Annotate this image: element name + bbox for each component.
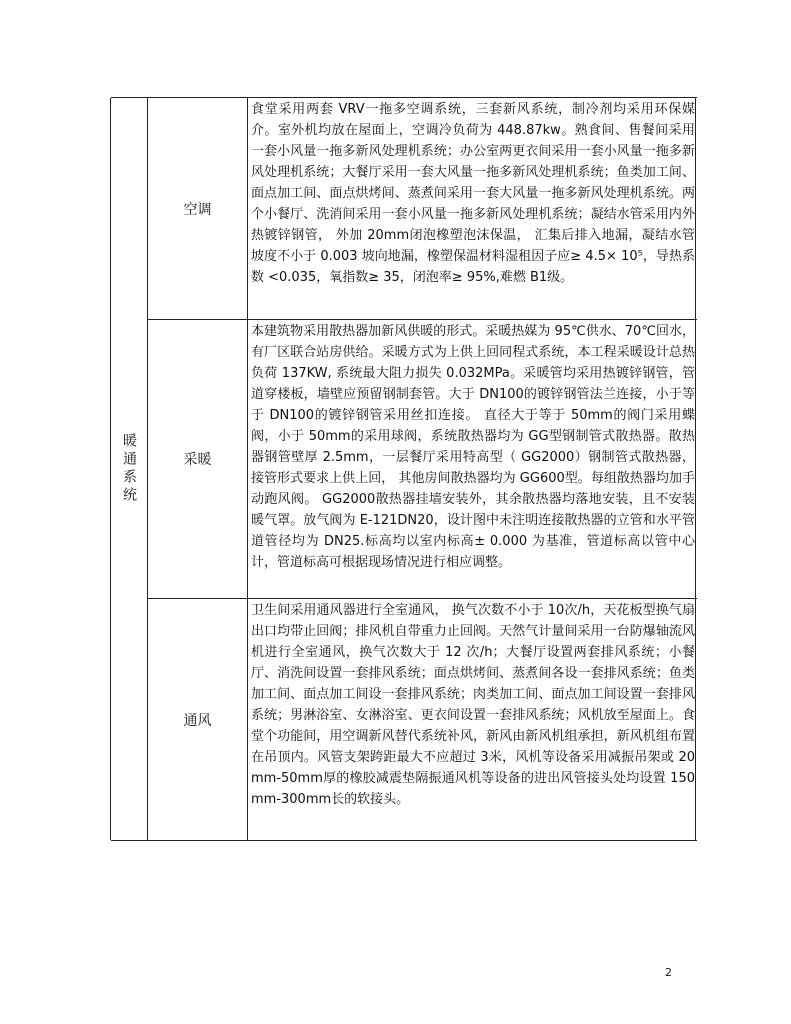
row-label-cell-heating (148, 320, 247, 598)
table-border-right (695, 98, 696, 840)
table-divider-subcategory (247, 98, 248, 840)
row-label-aircon: 空调 (183, 201, 212, 218)
row-text-heating: 本建筑物采用散热器加新风供暖的形式。采暖热媒为 95℃供水、70℃回水，有厂区联合站房供给。采暖方式为上供上回同程式系统，本工程采暖设计总热负荷 137KW, 系统最大阻力损失 0.032MPa。采暖管均采用热镀锌钢管，管道穿楼板，墙壁应预留钢制套管。大于 DN100的镀锌钢管法兰连接，小于等于 DN100的镀锌钢管采用丝扣连接。 直径大于等于 50mm的阀门采用蝶阀，小于 50mm的采用球阀，系统散热器均为 GG型钢制管式散热器。散热器钢管壁厚 2.5mm，一层餐厅采用特高型（ GG2000）钢制管式散热器，接管形式要求上供上回， 其他房间散热器均为 GG600型。每组散热器均加手动跑风阀。 GG2000散热器挂墙安装外，其余散热器均落地安装，且不安装暖气罩。放气阀为 E-121DN20，设计图中未注明连接散热器的立管和水平管道管径均为 DN25.标高均以室内标高± 0.000 为基准，管道标高以管中心计，管道标高可根据现场情况进行相应调整。 (251, 324, 695, 570)
category-cell (111, 98, 147, 840)
row-content-ventilation (251, 600, 695, 840)
category-label: 暖通系统 (121, 433, 137, 505)
row-label-cell-aircon (148, 98, 247, 319)
row-label-ventilation: 通风 (183, 712, 212, 729)
row-label-heating: 采暖 (183, 452, 212, 468)
row-content-aircon (251, 99, 695, 319)
page-number: 2 (665, 966, 672, 979)
row-content-heating (251, 321, 695, 598)
row-text-aircon: 食堂采用两套 VRV一拖多空调系统，三套新风系统，制冷剂均采用环保媒介。室外机均放在屋面上，空调冷负荷为 448.87kw。熟食间、售餐间采用一套小风量一拖多新风处理机系统；办公室两更衣间采用一套小风量一拖多新风处理机系统；大餐厅采用一套大风量一拖多新风处理机系统；鱼类加工间、面点加工间、面点烘烤间、蒸煮间采用一套大风量一拖多新风处理机系统。两个小餐厅、洗消间采用一套小风量一拖多新风处理机系统；凝结水管采用内外热镀锌钢管， 外加 20mm闭泡橡塑泡沫保温， 汇集后排入地漏，凝结水管坡度不小于 0.003 坡向地漏，橡塑保温材料湿租因子应≥ 4.5× 10⁵，导热系数 <0.035，氧指数≥ 35，闭泡率≥ 95%,难燃 B1级。 (251, 102, 695, 285)
row-text-ventilation: 卫生间采用通风器进行全室通风， 换气次数不小于 10次/h，天花板型换气扇出口均带止回阀；排风机自带重力止回阀。天然气计量间采用一台防爆轴流风机进行全室通风，换气次数大于 12 次/h；大餐厅设置两套排风系统；小餐厅、消洗间设置一套排风系统；面点烘烤间、蒸煮间各设一套排风系统；鱼类加工间、面点加工间设一套排风系统；肉类加工间、面点加工间设置一套排风系统；男淋浴室、女淋浴室、更衣间设置一套排风系统；风机放至屋面上。食堂个功能间，用空调新风替代系统补风，新风由新风机组承担，新风机组布置在吊顶内。风管支架跨距最大不应超过 3米，风机等设备采用减振吊架或 20mm-50mm厚的橡胶减震垫隔振通风机等设备的进出风管接头处均设置 150mm-300mm长的软接头。 (251, 603, 695, 807)
row-label-cell-ventilation (148, 599, 247, 840)
hvac-table (111, 97, 697, 841)
